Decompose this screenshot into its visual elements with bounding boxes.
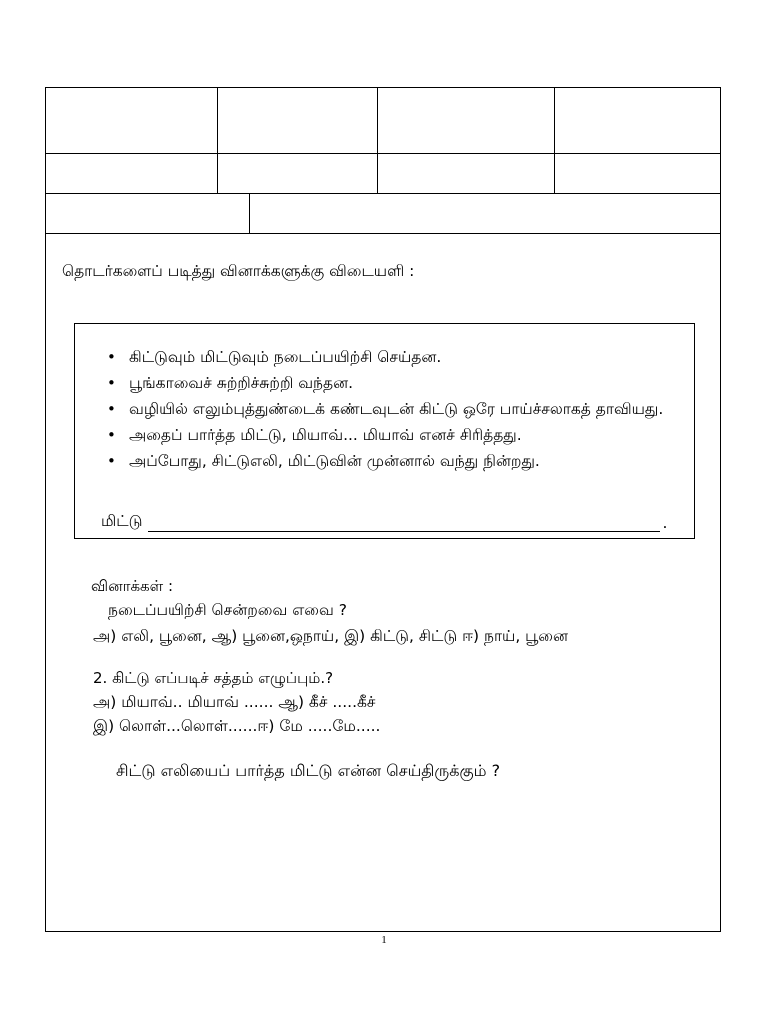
story-list [105, 344, 685, 474]
header-row-divider-3 [46, 233, 720, 234]
story-box [74, 323, 695, 539]
answer-line [101, 512, 667, 532]
header-col-divider-2 [377, 88, 378, 193]
answer-prefix: மிட்டு [101, 512, 143, 530]
instruction-text: தொடர்களைப் படித்து வினாக்களுக்கு விடையளி : [62, 262, 415, 280]
story-item: • அதைப் பார்த்த மிட்டு, மியாவ்... மியாவ் எனச் சிரித்தது. [105, 422, 685, 448]
story-item: • அப்போது, சிட்டுஎலி, மிட்டுவின் முன்னால் வந்து நின்றது. [105, 448, 685, 474]
question-2-options-line-2: இ) லொள்...லொள்......ஈ) மே .....மே..... [93, 717, 381, 735]
question-1-options: அ) எலி, பூனை, ஆ) பூனை,ஒநாய், இ) கிட்டு, சிட்டு ஈ) நாய், பூனை [93, 627, 568, 645]
question-2-options-line-1: அ) மியாவ்.. மியாவ் ...... ஆ) கீச் .....கீச் [93, 693, 376, 711]
question-3: சிட்டு எலியைப் பார்த்த மிட்டு என்ன செய்திருக்கும் ? [116, 761, 501, 780]
story-item: • வழியில் எலும்புத்துண்டைக் கண்டவுடன் கிட்டு ஒரே பாய்ச்சலாகத் தாவியது. [105, 396, 685, 422]
worksheet-frame [45, 87, 721, 932]
answer-blank[interactable] [148, 513, 660, 532]
question-2: 2. கிட்டு எப்படிச் சத்தம் எழுப்பும்.? [93, 669, 334, 687]
question-1: நடைப்பயிற்சி சென்றவை எவை ? [108, 601, 347, 619]
story-item: • பூங்காவைச் சுற்றிச்சுற்றி வந்தன. [105, 370, 685, 396]
questions-heading: வினாக்கள் : [91, 577, 173, 595]
header-col-divider-4 [249, 193, 250, 233]
header-col-divider-1 [217, 88, 218, 193]
header-col-divider-3 [554, 88, 555, 193]
story-item: • கிட்டுவும் மிட்டுவும் நடைப்பயிற்சி செய்தன. [105, 344, 685, 370]
answer-suffix: . [662, 514, 668, 532]
header-row-divider-2 [46, 193, 720, 194]
page-number: 1 [381, 934, 387, 946]
header-row-divider-1 [46, 153, 720, 154]
